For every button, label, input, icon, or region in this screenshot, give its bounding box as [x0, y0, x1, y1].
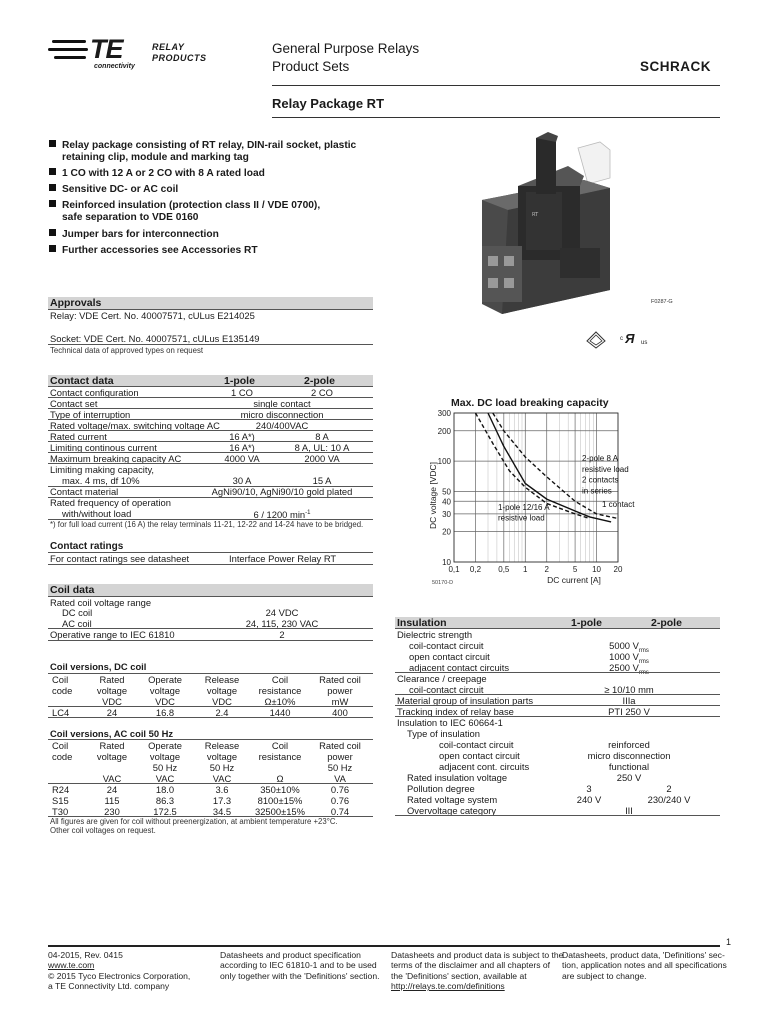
logo-bar-top — [52, 40, 86, 43]
footer-line: Datasheets and product data is subject to the — [391, 950, 564, 960]
coil-ac-heading: Coil versions, AC coil 50 Hz — [50, 728, 174, 739]
material-label: Contact material — [50, 486, 119, 497]
frequency-unit-exponent: -1 — [305, 510, 311, 516]
bullet-item: 1 CO with 12 A or 2 CO with 8 A rated load — [49, 168, 265, 180]
coil-table-header-cell: Coil — [52, 674, 69, 685]
contact-heading: Contact data — [50, 375, 114, 387]
approvals-heading: Approvals — [50, 297, 102, 309]
coil-table-header-cell: power — [327, 751, 353, 762]
package-rule — [272, 117, 720, 118]
chart-annotation: 2-pole 8 A — [582, 454, 619, 463]
contact-row-label: Type of interruption — [50, 409, 131, 420]
insulation-row-label: Material group of insulation parts — [397, 695, 534, 706]
insulation-row-label: adjacent cont. circuits — [439, 761, 530, 772]
chart-x-tick-label: 20 — [613, 565, 623, 574]
te-logo — [48, 36, 146, 74]
coil-table-cell: 0.76 — [330, 795, 350, 806]
making-label-1: Limiting making capacity, — [50, 464, 155, 475]
approval-relay: Relay: VDE Cert. No. 40007571, cULus E214025 — [50, 310, 255, 321]
coil-ac-note-2: Other coil voltages on request. — [50, 826, 156, 835]
coil-dc-label: DC coil — [62, 607, 93, 618]
culus-us: us — [641, 340, 648, 346]
insulation-row-label: Pollution degree — [407, 783, 475, 794]
contact-row-value-1pole: 16 A*) — [229, 442, 255, 453]
insulation-value-2pole: 230/240 V — [647, 794, 691, 805]
insulation-row-value-text: functional — [608, 761, 650, 772]
chart-title: Max. DC load breaking capacity — [451, 397, 609, 409]
insulation-row-value-text: PTI 250 V — [608, 706, 650, 717]
insulation-row-value-text: 5000 V — [609, 640, 639, 651]
footer-line: Datasheets, product data, 'Definitions' sec- — [562, 950, 725, 960]
coil-table-header-cell: Ω±10% — [264, 696, 296, 707]
coil-table-cell: 0.76 — [330, 784, 350, 795]
vde-approval-icon — [586, 331, 606, 349]
coil-op-label: Operative range to IEC 61810 — [50, 629, 175, 640]
ratings-label: For contact ratings see datasheet — [50, 553, 190, 564]
coil-table-header-cell: Rated coil — [319, 740, 361, 751]
approvals-note: Technical data of approved types on request — [50, 346, 204, 355]
coil-dc-value: 24 VDC — [265, 607, 299, 618]
logo-mark: TE — [90, 34, 123, 64]
footer-rule — [48, 945, 720, 947]
bullet-item: Reinforced insulation (protection class II / VDE 0700), — [49, 200, 320, 212]
coil-table-header-cell: VAC — [212, 773, 232, 784]
chart-y-tick-label: 10 — [442, 558, 451, 567]
insulation-row-value-text: micro disconnection — [587, 750, 671, 761]
coil-table-header-cell: Release — [204, 674, 240, 685]
coil-table-cell: 1440 — [269, 707, 291, 718]
insulation-row-value-text: IIIa — [622, 695, 636, 706]
coil-table-header-cell: Rated coil — [319, 674, 361, 685]
coil-table-header-cell: Rated — [99, 674, 125, 685]
insulation-row-value-text: 1000 V — [609, 651, 639, 662]
coil-table-header-cell: resistance — [258, 685, 302, 696]
coil-table-cell: 16.8 — [155, 707, 175, 718]
coil-ac-value: 24, 115, 230 VAC — [245, 618, 319, 629]
coil-table-header-cell: voltage — [206, 685, 238, 696]
contact-row-label: Rated current — [50, 431, 107, 442]
chart-annotation: resistive load — [582, 464, 629, 474]
coil-table-header-cell: voltage — [206, 751, 238, 762]
insulation-row-value-text: 250 V — [616, 772, 642, 783]
chart-x-tick-label: 5 — [572, 565, 578, 574]
photo-code: F0287-G — [651, 299, 673, 305]
ratings-bottom-rule — [48, 564, 373, 565]
footer-line: terms of the disclaimer and all chapters of — [391, 960, 551, 971]
chart-annotation: 1-pole 12/16 A — [498, 503, 550, 512]
coil-table-header-cell: Coil — [271, 674, 289, 685]
culus-approval-icon — [620, 330, 654, 350]
coil-table-header-cell: Release — [204, 740, 240, 751]
coil-op-value: 2 — [279, 629, 285, 640]
footer-link[interactable]: http://relays.te.com/definitions — [391, 981, 505, 992]
bullet-item-continued: retaining clip, module and marking tag — [62, 152, 249, 163]
coil-table-cell: 3.6 — [215, 784, 229, 795]
chart-figure-code: 50170-D — [432, 580, 454, 586]
contact-row-value: micro disconnection — [240, 409, 324, 420]
coil-table-cell: 230 — [104, 806, 120, 817]
package-title: Relay Package RT — [272, 96, 385, 111]
contact-row-value-2pole: 8 A — [315, 431, 329, 442]
coil-table-header-cell: VAC — [155, 773, 175, 784]
coil-table-cell: 34.5 — [212, 806, 232, 817]
insulation-row-value-unit: rms — [638, 647, 649, 654]
contact-row-label: Contact set — [50, 398, 98, 409]
coil-table-cell: 32500±15% — [255, 806, 305, 817]
coil-table-header-cell: Coil — [271, 740, 289, 751]
insulation-row-value — [549, 739, 709, 750]
coil-table-bottom-rule — [48, 717, 373, 718]
coil-table-cell: 400 — [332, 707, 348, 718]
header-title-2: Product Sets — [272, 59, 350, 74]
contact-row-label: Contact configuration — [50, 387, 139, 398]
chart-annotation: 2 contacts — [582, 475, 619, 485]
footer-link[interactable]: www.te.com — [48, 960, 95, 971]
frequency-label-1: Rated frequency of operation — [50, 497, 171, 508]
header-title-1: General Purpose Relays — [272, 41, 420, 56]
insulation-row-rule — [395, 815, 720, 816]
insulation-row-label: Rated voltage system — [407, 794, 498, 805]
insulation-col-2pole: 2-pole — [651, 617, 682, 629]
chart-y-tick-label: 200 — [437, 426, 451, 436]
approval-socket: Socket: VDE Cert. No. 40007571, cULus E135149 — [50, 333, 260, 344]
coil-table-header-cell: voltage — [149, 751, 181, 762]
bullet-item: Relay package consisting of RT relay, DIN-rail socket, plastic — [49, 140, 356, 152]
footer-line: tion, application notes and all specifications — [562, 960, 727, 971]
contact-row-label: Maximum breaking capacity AC — [50, 453, 182, 464]
footer-line: the 'Definitions' section, available at — [391, 970, 527, 981]
coil-table-header-cell: VDC — [102, 696, 122, 707]
contact-col-1pole: 1-pole — [224, 375, 255, 387]
contact-row-value-1pole: 4000 VA — [224, 453, 260, 464]
brand-name: SCHRACK — [640, 59, 711, 74]
material-value: AgNi90/10, AgNi90/10 gold plated — [211, 486, 353, 497]
insulation-row-value — [549, 662, 709, 679]
coil-op-rule — [48, 640, 373, 641]
insulation-row-label: coil-contact circuit — [409, 684, 484, 695]
coil-table-cell: 18.0 — [155, 784, 175, 795]
coil-table-cell: 8100±15% — [257, 795, 303, 806]
frequency-value-text: 6 / 1200 min — [253, 509, 306, 521]
footer-line: 04-2015, Rev. 0415 — [48, 950, 123, 960]
coil-table-header-cell: voltage — [96, 685, 128, 696]
insulation-row-value — [549, 772, 709, 783]
coil-table-cell: 24 — [106, 707, 118, 718]
contact-row-value-1pole: 16 A*) — [229, 431, 255, 442]
coil-heading: Coil data — [50, 584, 95, 596]
footer-line: only together with the 'Definitions' section. — [220, 970, 380, 981]
coil-table-cell: 17.3 — [212, 795, 232, 806]
chart-annotation: resistive load — [498, 513, 545, 523]
chart-y-tick-label: 50 — [442, 487, 451, 497]
contact-row-value: 240/400VAC — [255, 420, 309, 431]
chart-x-axis-label: DC current [A] — [547, 575, 601, 585]
culus-ru-mark: Я — [625, 331, 635, 346]
contact-row-label: Limiting continous current — [50, 442, 157, 453]
logo-subtitle: connectivity — [94, 63, 135, 70]
chart-x-tick-label: 0,1 — [448, 565, 460, 574]
footer-line: according to IEC 61810-1 and to be used — [220, 960, 377, 971]
contact-row-label: Rated voltage/max. switching voltage AC — [50, 420, 220, 431]
chart-y-tick-label: 100 — [437, 457, 451, 467]
insulation-row-value-unit: rms — [638, 658, 649, 665]
coil-table-header-cell: code — [52, 751, 73, 762]
bullet-item: Jumper bars for interconnection — [49, 229, 219, 241]
making-value-2: 15 A — [312, 475, 332, 486]
relay-label: RELAY — [152, 42, 185, 52]
coil-table-header-cell: 50 Hz — [327, 762, 353, 773]
contact-row-value-2pole: 2000 VA — [304, 453, 340, 464]
insulation-row-label: open contact circuit — [439, 750, 520, 761]
coil-table-header-cell: VDC — [155, 696, 175, 707]
coil-table-header-cell: power — [327, 685, 353, 696]
contact-col-2pole: 2-pole — [304, 375, 335, 387]
coil-ac-note-1: All figures are given for coil without preenergization, at ambient temperature +23°C. — [50, 817, 338, 826]
dc-breaking-capacity-chart — [418, 405, 650, 590]
insulation-row-value-text: 2500 V — [609, 662, 639, 673]
insulation-row-label: coil-contact circuit — [409, 640, 484, 651]
chart-y-tick-label: 300 — [437, 409, 451, 418]
contact-footnote: *) for full load current (16 A) the relay terminals 11-21, 12-22 and 14-24 have to be bridged. — [50, 520, 364, 529]
logo-bar-bottom — [54, 56, 86, 59]
coil-table-cell: 350±10% — [260, 784, 300, 795]
approvals-heading-bar — [48, 297, 373, 309]
insulation-row-label: Clearance / creepage — [397, 673, 487, 684]
insulation-row-value-text: reinforced — [608, 739, 650, 750]
chart-y-tick-label: 30 — [442, 509, 451, 519]
insulation-row-label: Tracking index of relay base — [397, 706, 514, 717]
insulation-value-1pole: 240 V — [576, 794, 602, 805]
coil-table-cell: 0.74 — [330, 806, 350, 817]
contact-row-value-1pole: 1 CO — [231, 387, 253, 398]
contact-row-value-2pole: 8 A, UL: 10 A — [294, 442, 350, 453]
insulation-col-1pole: 1-pole — [571, 617, 602, 629]
chart-y-axis-label: DC voltage [VDC] — [428, 461, 438, 530]
footer-line: Datasheets and product specification — [220, 950, 361, 960]
coil-table-header-cell: voltage — [149, 685, 181, 696]
coil-table-header-cell: Operate — [148, 674, 182, 685]
coil-table-header-cell: VDC — [212, 696, 232, 707]
chart-x-tick-label: 0,2 — [469, 565, 482, 574]
making-value-1: 30 A — [232, 475, 252, 486]
coil-table-header-cell: 50 Hz — [209, 762, 235, 773]
ratings-heading: Contact ratings — [50, 541, 124, 552]
chart-annotation: 1 contact — [602, 500, 635, 509]
chart-x-tick-label: 2 — [544, 565, 549, 574]
header-rule — [272, 85, 720, 86]
coil-table-header-cell: Ω — [276, 773, 284, 784]
bullet-item: Further accessories see Accessories RT — [49, 245, 258, 257]
footer-line: are subject to change. — [562, 970, 647, 981]
coil-table-cell: R24 — [52, 784, 70, 795]
coil-dc-heading: Coil versions, DC coil — [50, 661, 147, 672]
coil-table-header-cell: Coil — [52, 740, 69, 751]
coil-table-header-cell: mW — [331, 696, 349, 707]
coil-table-cell: 86.3 — [155, 795, 175, 806]
culus-c: c — [620, 336, 623, 342]
coil-table-header-cell: VA — [334, 773, 346, 784]
coil-table-cell: S15 — [52, 795, 69, 806]
insulation-row-label: Overvoltage category — [407, 805, 497, 816]
insulation-value-2pole: 2 — [666, 783, 672, 794]
insulation-row-value-text: III — [625, 805, 633, 816]
coil-table-cell: LC4 — [52, 707, 70, 718]
coil-table-header-cell: code — [52, 685, 73, 696]
bullet-item: Sensitive DC- or AC coil — [49, 184, 178, 196]
coil-table-cell: T30 — [52, 806, 69, 817]
insulation-row-label: Rated insulation voltage — [407, 772, 508, 783]
bullet-item-continued: safe separation to VDE 0160 — [62, 212, 199, 223]
logo-bar-middle — [48, 48, 88, 51]
coil-table-header-cell: VAC — [102, 773, 122, 784]
ratings-value: Interface Power Relay RT — [229, 553, 337, 564]
chart-x-tick-label: 10 — [592, 565, 601, 574]
insulation-row-value — [549, 750, 709, 761]
insulation-row-value-text: ≥ 10/10 mm — [604, 684, 654, 695]
making-label-2: max. 4 ms, df 10% — [62, 475, 140, 486]
coil-rated-label: Rated coil voltage range — [50, 597, 152, 608]
relay-product-image — [460, 128, 670, 328]
insulation-row-label: Type of insulation — [407, 728, 480, 739]
insulation-row-label: adjacent contact circuits — [409, 662, 510, 673]
coil-table-cell: 24 — [106, 784, 118, 795]
insulation-row-label: coil-contact circuit — [439, 739, 514, 750]
insulation-row-label: Insulation to IEC 60664-1 — [397, 717, 503, 728]
chart-y-tick-label: 20 — [442, 527, 451, 537]
coil-table-cell: 2.4 — [215, 707, 229, 718]
insulation-row-value — [549, 761, 709, 772]
coil-ac-label: AC coil — [62, 618, 92, 629]
page-number: 1 — [726, 937, 732, 947]
insulation-row-label: open contact circuit — [409, 651, 490, 662]
approvals-bottom-rule — [48, 344, 373, 345]
coil-table-header-cell: 50 Hz — [152, 762, 178, 773]
insulation-row-value-unit: rms — [638, 669, 649, 676]
products-label: PRODUCTS — [152, 53, 207, 63]
chart-x-tick-label: 1 — [523, 565, 528, 574]
footer-line: a TE Connectivity Ltd. company — [48, 981, 170, 992]
coil-table-cell: 115 — [104, 795, 120, 806]
footer-line: © 2015 Tyco Electronics Corporation, — [48, 970, 191, 981]
contact-row-value-2pole: 2 CO — [311, 387, 333, 398]
insulation-row-label: Dielectric strength — [397, 629, 473, 640]
coil-table-header-cell: Rated — [99, 740, 125, 751]
coil-table-header-cell: voltage — [96, 751, 128, 762]
insulation-heading: Insulation — [397, 617, 447, 629]
svg-text:RT: RT — [532, 212, 539, 218]
chart-x-tick-label: 0,5 — [498, 565, 510, 574]
coil-table-header-cell: Operate — [148, 740, 182, 751]
coil-table-cell: 172.5 — [153, 806, 177, 817]
chart-y-tick-label: 40 — [442, 497, 451, 507]
coil-table-header-cell: resistance — [258, 751, 302, 762]
contact-row-value: single contact — [253, 398, 311, 409]
chart-annotation: in series — [582, 486, 612, 496]
insulation-value-1pole: 3 — [586, 783, 592, 794]
coil-heading-bar — [48, 584, 373, 596]
frequency-label-2: with/without load — [62, 508, 132, 519]
